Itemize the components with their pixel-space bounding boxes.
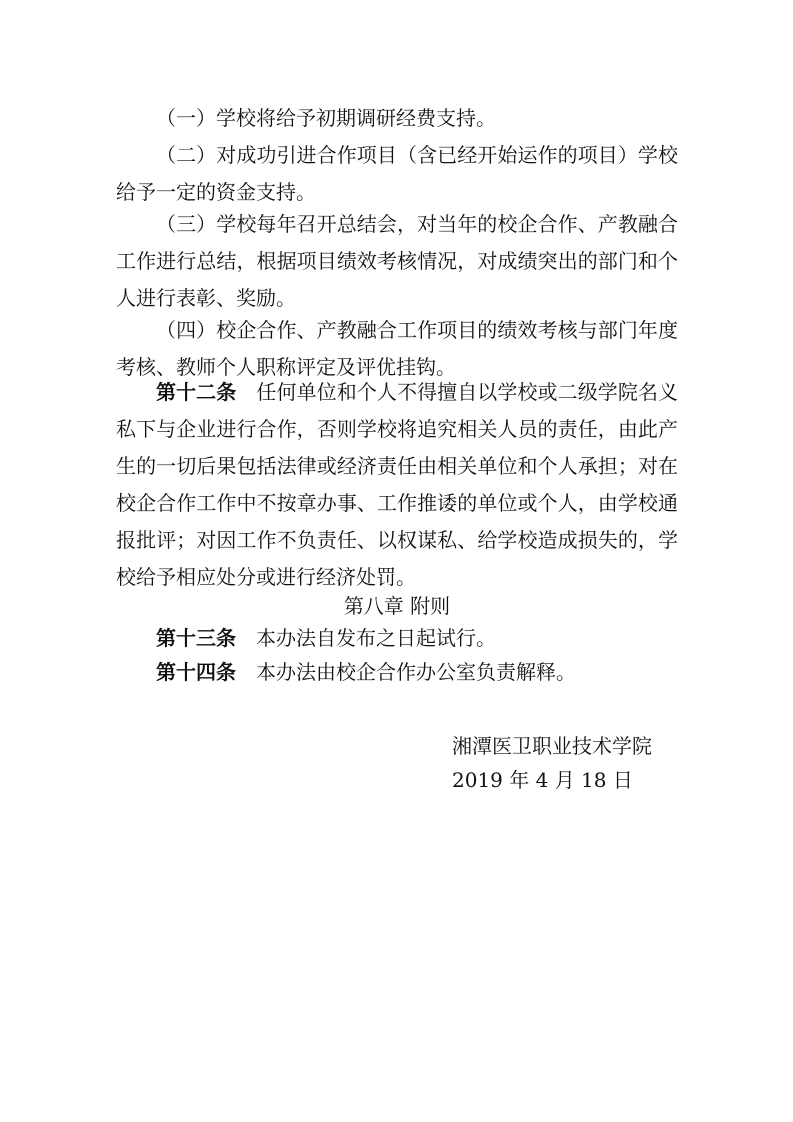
signature-date: 2019 年 4 月 18 日	[452, 768, 633, 792]
article-14-text: 本办法由校企合作办公室负责解释。	[256, 660, 576, 684]
item-4: （四）校企合作、产教融合工作项目的绩效考核与部门年度考核、教师个人职称评定及评优挂钩。	[116, 318, 678, 379]
chapter-title: 第八章 附则	[343, 594, 451, 618]
article-14	[116, 654, 678, 691]
item-2: （二）对成功引进合作项目（含已经开始运作的项目）学校给予一定的资金支持。	[116, 143, 678, 204]
signature-org: 湘潭医卫职业技术学院	[452, 734, 652, 758]
item-1: （一）学校将给予初期调研经费支持。	[156, 106, 496, 130]
article-13-text: 本办法自发布之日起试行。	[256, 626, 496, 650]
article-12-text: 任何单位和个人不得擅自以学校或二级学院名义私下与企业进行合作，否则学校将追究相关人员的责任，由此产生的一切后果包括法律或经济责任由相关单位和个人承担；对在校企合作工作中不按章办事、工作推诿的单位或个人，由学校通报批评；对因工作不负责任、以权谋私、给学校造成损失的，学校给予相应处分或进行经济处罚。	[116, 380, 679, 589]
article-12-label: 第十二条	[156, 380, 237, 404]
article-13-label: 第十三条	[156, 626, 236, 650]
item-3: （三）学校每年召开总结会，对当年的校企合作、产教融合工作进行总结，根据项目绩效考核情况，对成绩突出的部门和个人进行表彰、奖励。	[116, 212, 678, 310]
article-12	[116, 374, 678, 596]
article-13	[116, 620, 678, 657]
article-14-label: 第十四条	[156, 660, 236, 684]
